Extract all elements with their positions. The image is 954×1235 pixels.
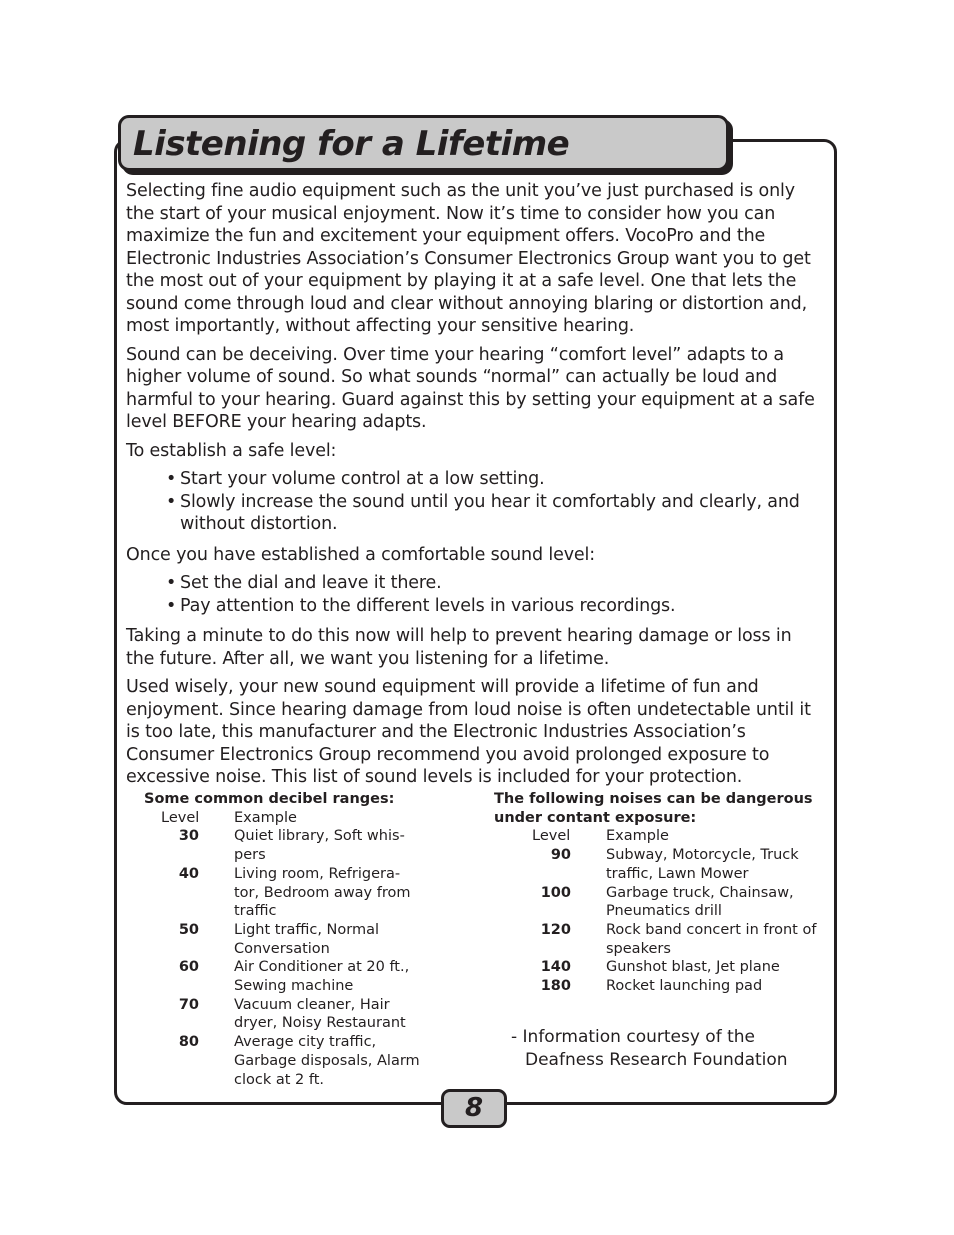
list-item: • Start your volume control at a low setting. [166,468,822,491]
page-title: Listening for a Lifetime [133,124,570,164]
table-heading-line: The following noises can be dangerous [494,791,813,807]
table-row [494,846,830,883]
comfortable-level-list [126,572,822,617]
safe-level-lead: To establish a safe level: [126,440,337,461]
decibel-level: 100 [540,884,571,901]
decibel-level: 90 [550,847,571,864]
example-column-header: Example [606,828,669,845]
decibel-level: 80 [178,1034,199,1051]
paragraph-intro: Selecting fine audio equipment such as the unit you’ve just purchased is only the start of your musical enjoyment. Now it’s time to consider how you can maximize the fun and excitement your equipment offers. VocoPro and the Electronic Industries Association’s Consumer Electronics Group want you to get the most out of your equipment by playing it at a safe level. One that lets the sound come through loud and clear without annoying blaring or distortion and, most importantly, without affecting your sensitive hearing. [126,181,811,336]
table-heading-line: under contant exposure: [494,809,697,826]
decibel-level: 40 [178,865,199,882]
noise-example: Quiet library, Soft whis-pers [234,828,405,864]
source-credit [511,1026,821,1071]
decibel-level: 30 [178,828,199,845]
page-number-tab [441,1089,507,1128]
body-text [126,180,822,795]
table-row [494,977,830,996]
decibel-level: 140 [540,959,571,976]
noise-example: Living room, Refrigera-tor, Bedroom away from traffic [234,865,411,920]
table-header-row [494,827,830,846]
noise-example: Air Conditioner at 20 ft., Sewing machine [234,959,410,995]
table-heading: Some common decibel ranges: [144,791,395,807]
table-row [144,996,434,1033]
noise-example: Rock band concert in front of speakers [606,921,817,957]
page-number: 8 [464,1093,484,1123]
safe-level-list [126,468,822,536]
noise-example: Rocket launching pad [606,978,763,995]
table-row [144,921,434,958]
table-row [144,1033,434,1089]
dangerous-noise-table [494,790,830,996]
noise-example: Average city traffic, Garbage disposals, Alarm clock at 2 ft. [234,1034,420,1088]
paragraph-used-wisely: Used wisely, your new sound equipment will provide a lifetime of fun and enjoyment. Since hearing damage from loud noise is often undetectable until it is too late, this manufacturer and the Electronic Industries Association’s Consumer Electronics Group recommend you avoid prolonged exposure to excessive noise. This list of sound levels is included for your protection. [126,677,811,787]
decibel-level: 180 [540,978,571,995]
paragraph-deceiving: Sound can be deceiving. Over time your hearing “comfort level” adapts to a higher volume of sound. So what sounds “normal” can actually be loud and harmful to your hearing. Guard against this by setting your equipment at a safe level BEFORE your hearing adapts. [126,344,815,432]
noise-example: Light traffic, Normal Conversation [234,921,379,957]
decibel-level: 70 [178,996,199,1013]
table-header-row [144,809,434,828]
table-row [494,884,830,921]
noise-example: Garbage truck, Chainsaw, Pneumatics drill [606,884,794,920]
common-decibel-table [144,790,434,1089]
paragraph-minute: Taking a minute to do this now will help to prevent hearing damage or loss in the future. After all, we want you listening for a lifetime. [126,626,792,669]
noise-example: Gunshot blast, Jet plane [606,959,780,976]
table-row [144,958,434,995]
level-column-header: Level [161,809,200,826]
decibel-level: 50 [178,921,199,938]
table-row [144,827,434,864]
decibel-level: 120 [540,921,571,938]
credit-line: - Information courtesy of the [511,1027,755,1047]
comfortable-level-lead: Once you have established a comfortable sound level: [126,544,595,565]
list-item: • Pay attention to the different levels in various recordings. [166,595,822,618]
table-heading [494,790,830,827]
list-item: • Slowly increase the sound until you hear it comfortably and clearly, and without distortion. [166,491,822,536]
credit-line: Deafness Research Foundation [525,1049,788,1070]
noise-example: Vacuum cleaner, Hair dryer, Noisy Restaurant [234,996,406,1032]
table-row [144,865,434,921]
table-row [494,921,830,958]
decibel-level: 60 [178,959,199,976]
noise-example: Subway, Motorcycle, Truck traffic, Lawn Mower [606,847,799,882]
example-column-header: Example [234,809,297,826]
list-item: • Set the dial and leave it there. [166,572,822,595]
title-tab [118,115,729,171]
level-column-header: Level [532,828,571,845]
table-row [494,958,830,977]
